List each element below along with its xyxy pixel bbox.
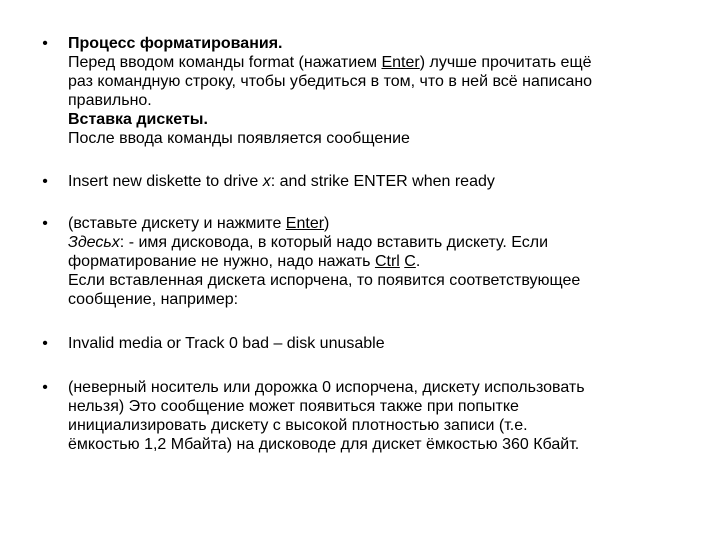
text-line: инициализировать дискету с высокой плотностью записи (т.е. (68, 417, 528, 434)
text-line: сообщение, например: (68, 291, 239, 308)
text-fragment: (вставьте дискету и нажмите (68, 215, 286, 232)
text-fragment: ) (324, 215, 330, 232)
message-insert-diskette (68, 172, 690, 191)
bullet-insert-message (40, 172, 690, 191)
heading-formatting-process: Процесс форматирования. (68, 35, 283, 52)
text-fragment: форматирование не нужно, надо нажать (68, 253, 375, 270)
text-line (68, 252, 690, 271)
bullet-dot: • (42, 173, 48, 190)
text-line: Если вставленная дискета испорчена, то появится соответствующее (68, 272, 581, 289)
bullet-dot: • (42, 35, 48, 52)
text-line: После ввода команды появляется сообщение (68, 130, 410, 147)
text-fragment: : - имя дисковода, в который надо вставить дискету. Если (119, 234, 549, 251)
bullet-invalid-media-explanation (40, 378, 690, 454)
bullet-text (68, 378, 690, 454)
bullet-text (68, 34, 690, 148)
text-line: ёмкостью 1,2 Мбайта) на дисководе для дискет ёмкостью 360 Кбайт. (68, 436, 580, 453)
enter-key-label: Enter (285, 215, 325, 232)
bullet-dot: • (42, 335, 48, 352)
enter-key-label: Enter (381, 54, 420, 71)
message-invalid-media: Invalid media or Track 0 bad – disk unusable (68, 335, 385, 352)
bullet-formatting-process (40, 34, 690, 148)
text-fragment: Перед вводом команды format (нажатием (68, 54, 382, 71)
ctrl-key-label: Ctrl (374, 253, 400, 270)
drive-variable: x (262, 173, 271, 190)
c-key-label: C (404, 253, 416, 270)
bullet-dot: • (42, 379, 48, 396)
text-fragment: Здесьх (68, 234, 120, 251)
text-line: правильно. (68, 92, 152, 109)
text-line: раз командную строку, чтобы убедиться в том, что в ней всё написано (68, 73, 593, 90)
text-line: (неверный носитель или дорожка 0 испорчена, дискету использовать (68, 379, 585, 396)
bullet-text (68, 334, 690, 353)
bullet-text (68, 214, 690, 309)
bullet-dot: • (42, 215, 48, 232)
text-line (68, 214, 690, 233)
text-line: нельзя) Это сообщение может появиться также при попытке (68, 398, 519, 415)
text-line (68, 53, 690, 72)
bullet-insert-explanation (40, 214, 690, 309)
text-fragment: . (415, 253, 421, 270)
text-line (68, 233, 690, 252)
bullet-invalid-media-message (40, 334, 690, 353)
bullet-text (68, 172, 690, 191)
text-fragment: : and strike ENTER when ready (270, 173, 495, 190)
text-fragment: ) лучше прочитать ещё (419, 54, 592, 71)
text-fragment: Insert new diskette to drive (68, 173, 263, 190)
heading-insert-diskette: Вставка дискеты. (68, 111, 208, 128)
